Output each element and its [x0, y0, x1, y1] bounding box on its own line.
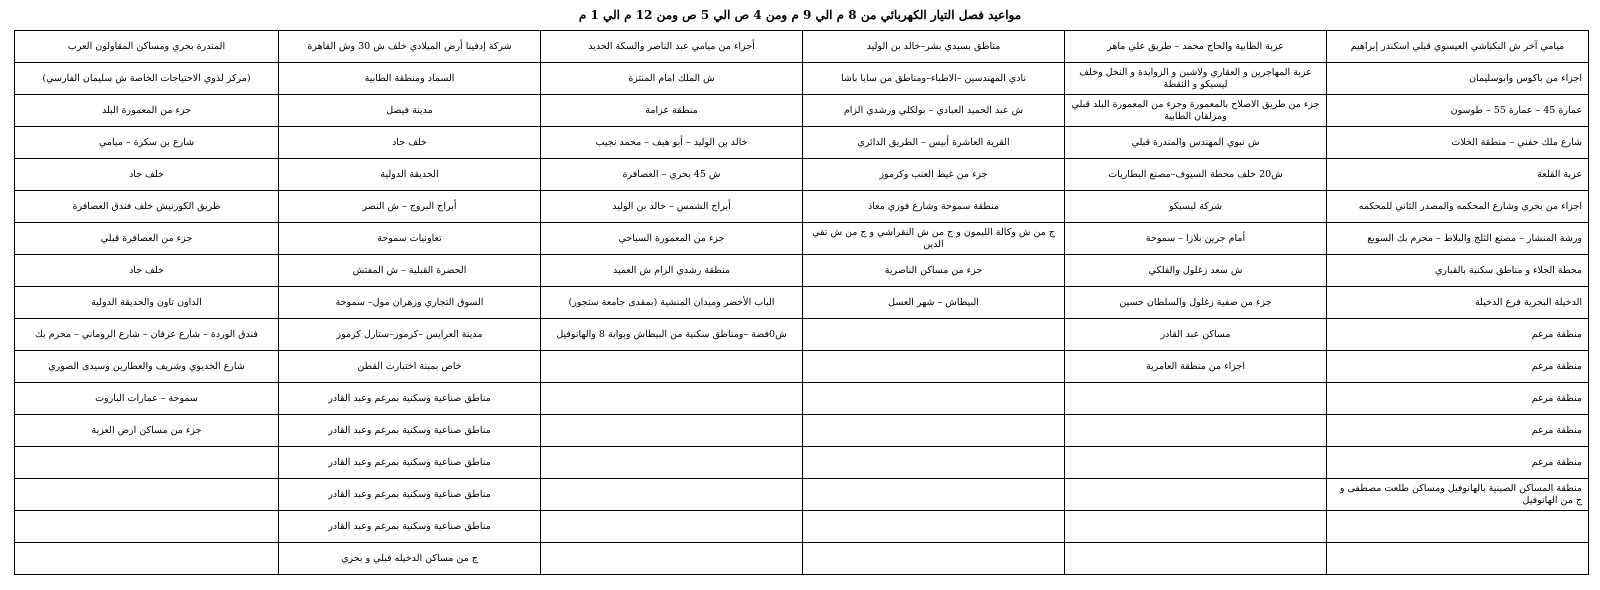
- table-cell: ش 45 بحري – العصافرة: [541, 159, 803, 191]
- table-row: [15, 191, 1589, 223]
- table-row: [15, 319, 1589, 351]
- header-cell-1: ميامي آخر ش البكباشي العيسوي قبلي اسكندر إبراهيم: [1327, 31, 1589, 63]
- table-cell: [541, 383, 803, 415]
- table-cell: تعاونيات سموحة: [279, 223, 541, 255]
- table-cell: [803, 319, 1065, 351]
- table-cell: شارع بن سكرة – ميامي: [15, 127, 279, 159]
- table-cell: الداون تاون والحديقة الدولية: [15, 287, 279, 319]
- table-cell: ش نبوي المهندس والمندرة قبلي: [1065, 127, 1327, 159]
- table-cell: جزء من المعمورة البلد: [15, 95, 279, 127]
- table-cell: ش20 خلف محطة السيوف–مصنع البطاريات: [1065, 159, 1327, 191]
- header-cell-5: شركة إدفينا أرض الميلادي خلف ش 30 وش القاهرة: [279, 31, 541, 63]
- table-cell: ج من مساكن الدخيله قبلي و بحري: [279, 543, 541, 575]
- table-cell: [1065, 543, 1327, 575]
- table-cell: جزء من غيط العنب وكرموز: [803, 159, 1065, 191]
- table-cell: [541, 543, 803, 575]
- table-cell: منطقة مرغم: [1327, 415, 1589, 447]
- table-row: [15, 511, 1589, 543]
- table-cell: [15, 511, 279, 543]
- table-cell: خالد بن الوليد – أبو هيف – محمد نجيب: [541, 127, 803, 159]
- header-cell-3: مناطق بسيدي بشر–خالد بن الوليد: [803, 31, 1065, 63]
- table-cell: خلف جاد: [279, 127, 541, 159]
- table-cell: اجزاء من باكوس وابوسليمان: [1327, 63, 1589, 95]
- table-cell: [15, 479, 279, 511]
- table-cell: الحضرة القبلية – ش المفتش: [279, 255, 541, 287]
- table-cell: ش عبد الحميد العبادي – بولكلي ورشدي الزام: [803, 95, 1065, 127]
- table-cell: ج من ش وكالة الليمون و ج من ش النقراشي و ج من ش تقي الدين: [803, 223, 1065, 255]
- table-cell: [1065, 511, 1327, 543]
- table-cell: مناطق صناعية وسكنية بمرغم وعبد القادر: [279, 415, 541, 447]
- table-cell: منطقة رشدي الزام ش العميد: [541, 255, 803, 287]
- table-row: [15, 287, 1589, 319]
- table-row: [15, 223, 1589, 255]
- table-cell: منطقة سموحة وشارع فوزي معاذ: [803, 191, 1065, 223]
- table-cell: جزء من العصافرة قبلي: [15, 223, 279, 255]
- table-row: [15, 383, 1589, 415]
- table-cell: [541, 511, 803, 543]
- table-cell: [1065, 479, 1327, 511]
- table-cell: [1327, 511, 1589, 543]
- table-cell: جزء من مساكن الناصرية: [803, 255, 1065, 287]
- table-cell: مدينة فيصل: [279, 95, 541, 127]
- schedule-title: مواعيد فصل التيار الكهربائي من 8 م الي 9 م ومن 4 ص الي 5 ص ومن 12 م الي 1 م: [578, 8, 1022, 22]
- table-row: [15, 415, 1589, 447]
- table-row: [15, 63, 1589, 95]
- table-row: [15, 543, 1589, 575]
- table-cell: جزء من مساكن ارض العزبة: [15, 415, 279, 447]
- table-cell: فندق الوردة – شارع عرفان – شارع الروماني – محرم بك: [15, 319, 279, 351]
- table-cell: السوق التجاري وزهران مول– سموحة: [279, 287, 541, 319]
- table-row: [15, 127, 1589, 159]
- table-cell: [541, 415, 803, 447]
- table-cell: أمام جرين بلازا – سموحة: [1065, 223, 1327, 255]
- table-cell: شركة ليسيكو: [1065, 191, 1327, 223]
- table-cell: القرية العاشرة أبيس – الطريق الدائري: [803, 127, 1065, 159]
- table-row: [15, 351, 1589, 383]
- table-cell: مناطق صناعية وسكنية بمرغم وعبد القادر: [279, 383, 541, 415]
- table-cell: خلف جاد: [15, 255, 279, 287]
- table-row: [15, 159, 1589, 191]
- table-cell: [803, 351, 1065, 383]
- table-cell: [15, 543, 279, 575]
- table-cell: ش الملك امام المنتزة: [541, 63, 803, 95]
- table-cell: الحديقة الدولية: [279, 159, 541, 191]
- table-cell: مناطق صناعية وسكنية بمرغم وعبد القادر: [279, 511, 541, 543]
- table-row: [15, 255, 1589, 287]
- table-cell: منطقة المساكن الصينية بالهانوفيل ومساكن طلعت مصطفى و ج من الهانوفيل: [1327, 479, 1589, 511]
- table-cell: منطقة مرغم: [1327, 383, 1589, 415]
- outage-schedule-table: [14, 30, 1589, 575]
- table-row: [15, 447, 1589, 479]
- table-cell: جزء من المعمورة السياحي: [541, 223, 803, 255]
- table-cell: [541, 479, 803, 511]
- table-cell: الدخيلة البحرية فرع الدخيلة: [1327, 287, 1589, 319]
- table-body: [15, 31, 1589, 575]
- header-cell-6: المندرة بحري ومساكن المقاولون العرب: [15, 31, 279, 63]
- table-cell: [15, 447, 279, 479]
- table-cell: [1065, 447, 1327, 479]
- table-cell: مساكن عبد القادر: [1065, 319, 1327, 351]
- table-cell: [803, 415, 1065, 447]
- table-cell: منطقة مرغم: [1327, 319, 1589, 351]
- table-cell: [541, 447, 803, 479]
- table-cell: [803, 383, 1065, 415]
- table-row: [15, 479, 1589, 511]
- table-cell: ش0فضة –ومناطق سكنية من البيطاش وبوابة 8 والهانوفيل: [541, 319, 803, 351]
- table-cell: منطقة عزامة: [541, 95, 803, 127]
- table-cell: [1065, 383, 1327, 415]
- table-cell: نادي المهندسين –الاطباء–ومناطق من سابا باشا: [803, 63, 1065, 95]
- table-cell: مدينة العرايس –كرموز–ستارل كرموز: [279, 319, 541, 351]
- table-cell: [1327, 543, 1589, 575]
- table-cell: محطة الجلاء و مناطق سكنية بالقباري: [1327, 255, 1589, 287]
- table-cell: عمارة 45 – عمارة 55 – طوسون: [1327, 95, 1589, 127]
- table-cell: جزء من طريق الاصلاح بالمعمورة وجزء من المعمورة البلد قبلي ومزلقان الطابية: [1065, 95, 1327, 127]
- table-cell: اجزاء من بحري وشارع المحكمه والمصدر الثاني للمحكمه: [1327, 191, 1589, 223]
- table-cell: أبراج البروج – ش النصر: [279, 191, 541, 223]
- table-cell: جزء من صفية زغلول والسلطان حسين: [1065, 287, 1327, 319]
- table-cell: شارع الخديوي وشريف والعطارين وسيدى الصوري: [15, 351, 279, 383]
- table-cell: [541, 351, 803, 383]
- table-cell: طريق الكورنيش خلف فندق العصافرة: [15, 191, 279, 223]
- header-cell-4: أجزاء من ميامي عبد الناصر والسكة الحديد: [541, 31, 803, 63]
- table-cell: ش سعد زغلول والفلكي: [1065, 255, 1327, 287]
- table-cell: [803, 479, 1065, 511]
- table-cell: [803, 447, 1065, 479]
- header-cell-2: عزبة الطابية والحاج محمد – طريق علي ماهر: [1065, 31, 1327, 63]
- table-cell: سموحة – عمارات الباروت: [15, 383, 279, 415]
- table-cell: [803, 511, 1065, 543]
- table-cell: [803, 543, 1065, 575]
- table-cell: البيطاش – شهر العسل: [803, 287, 1065, 319]
- table-cell: الباب الأخضر وميدان المنشية (بمقدى جامعة سنجور): [541, 287, 803, 319]
- table-cell: (مركز لذوي الاحتياجات الخاصة ش سليمان الفارسي): [15, 63, 279, 95]
- table-cell: خلف جاد: [15, 159, 279, 191]
- table-cell: منطقة مرغم: [1327, 351, 1589, 383]
- table-cell: مناطق صناعية وسكنية بمرغم وعبد القادر: [279, 479, 541, 511]
- table-cell: أبراج الشمس – خالد بن الوليد: [541, 191, 803, 223]
- header-row: [15, 31, 1589, 63]
- table-cell: منطقة مرغم: [1327, 447, 1589, 479]
- table-row: [15, 95, 1589, 127]
- table-cell: ورشة المنشار – مصنع الثلج والبلاط – محرم بك السويع: [1327, 223, 1589, 255]
- table-cell: مناطق صناعية وسكنية بمرغم وعبد القادر: [279, 447, 541, 479]
- table-cell: اجزاء من منطقة العامرية: [1065, 351, 1327, 383]
- table-cell: السماد ومنطقة الطابية: [279, 63, 541, 95]
- table-cell: خاص بمبنة اختبارت القطن: [279, 351, 541, 383]
- table-cell: شارع ملك حفني – منطقة الخلات: [1327, 127, 1589, 159]
- table-cell: عزبة القلعة: [1327, 159, 1589, 191]
- table-cell: [1065, 415, 1327, 447]
- table-cell: عزبة المهاجرين و العقاري ولاشين و الزوايدة و النخل وخلف ليسيكو و النقطة: [1065, 63, 1327, 95]
